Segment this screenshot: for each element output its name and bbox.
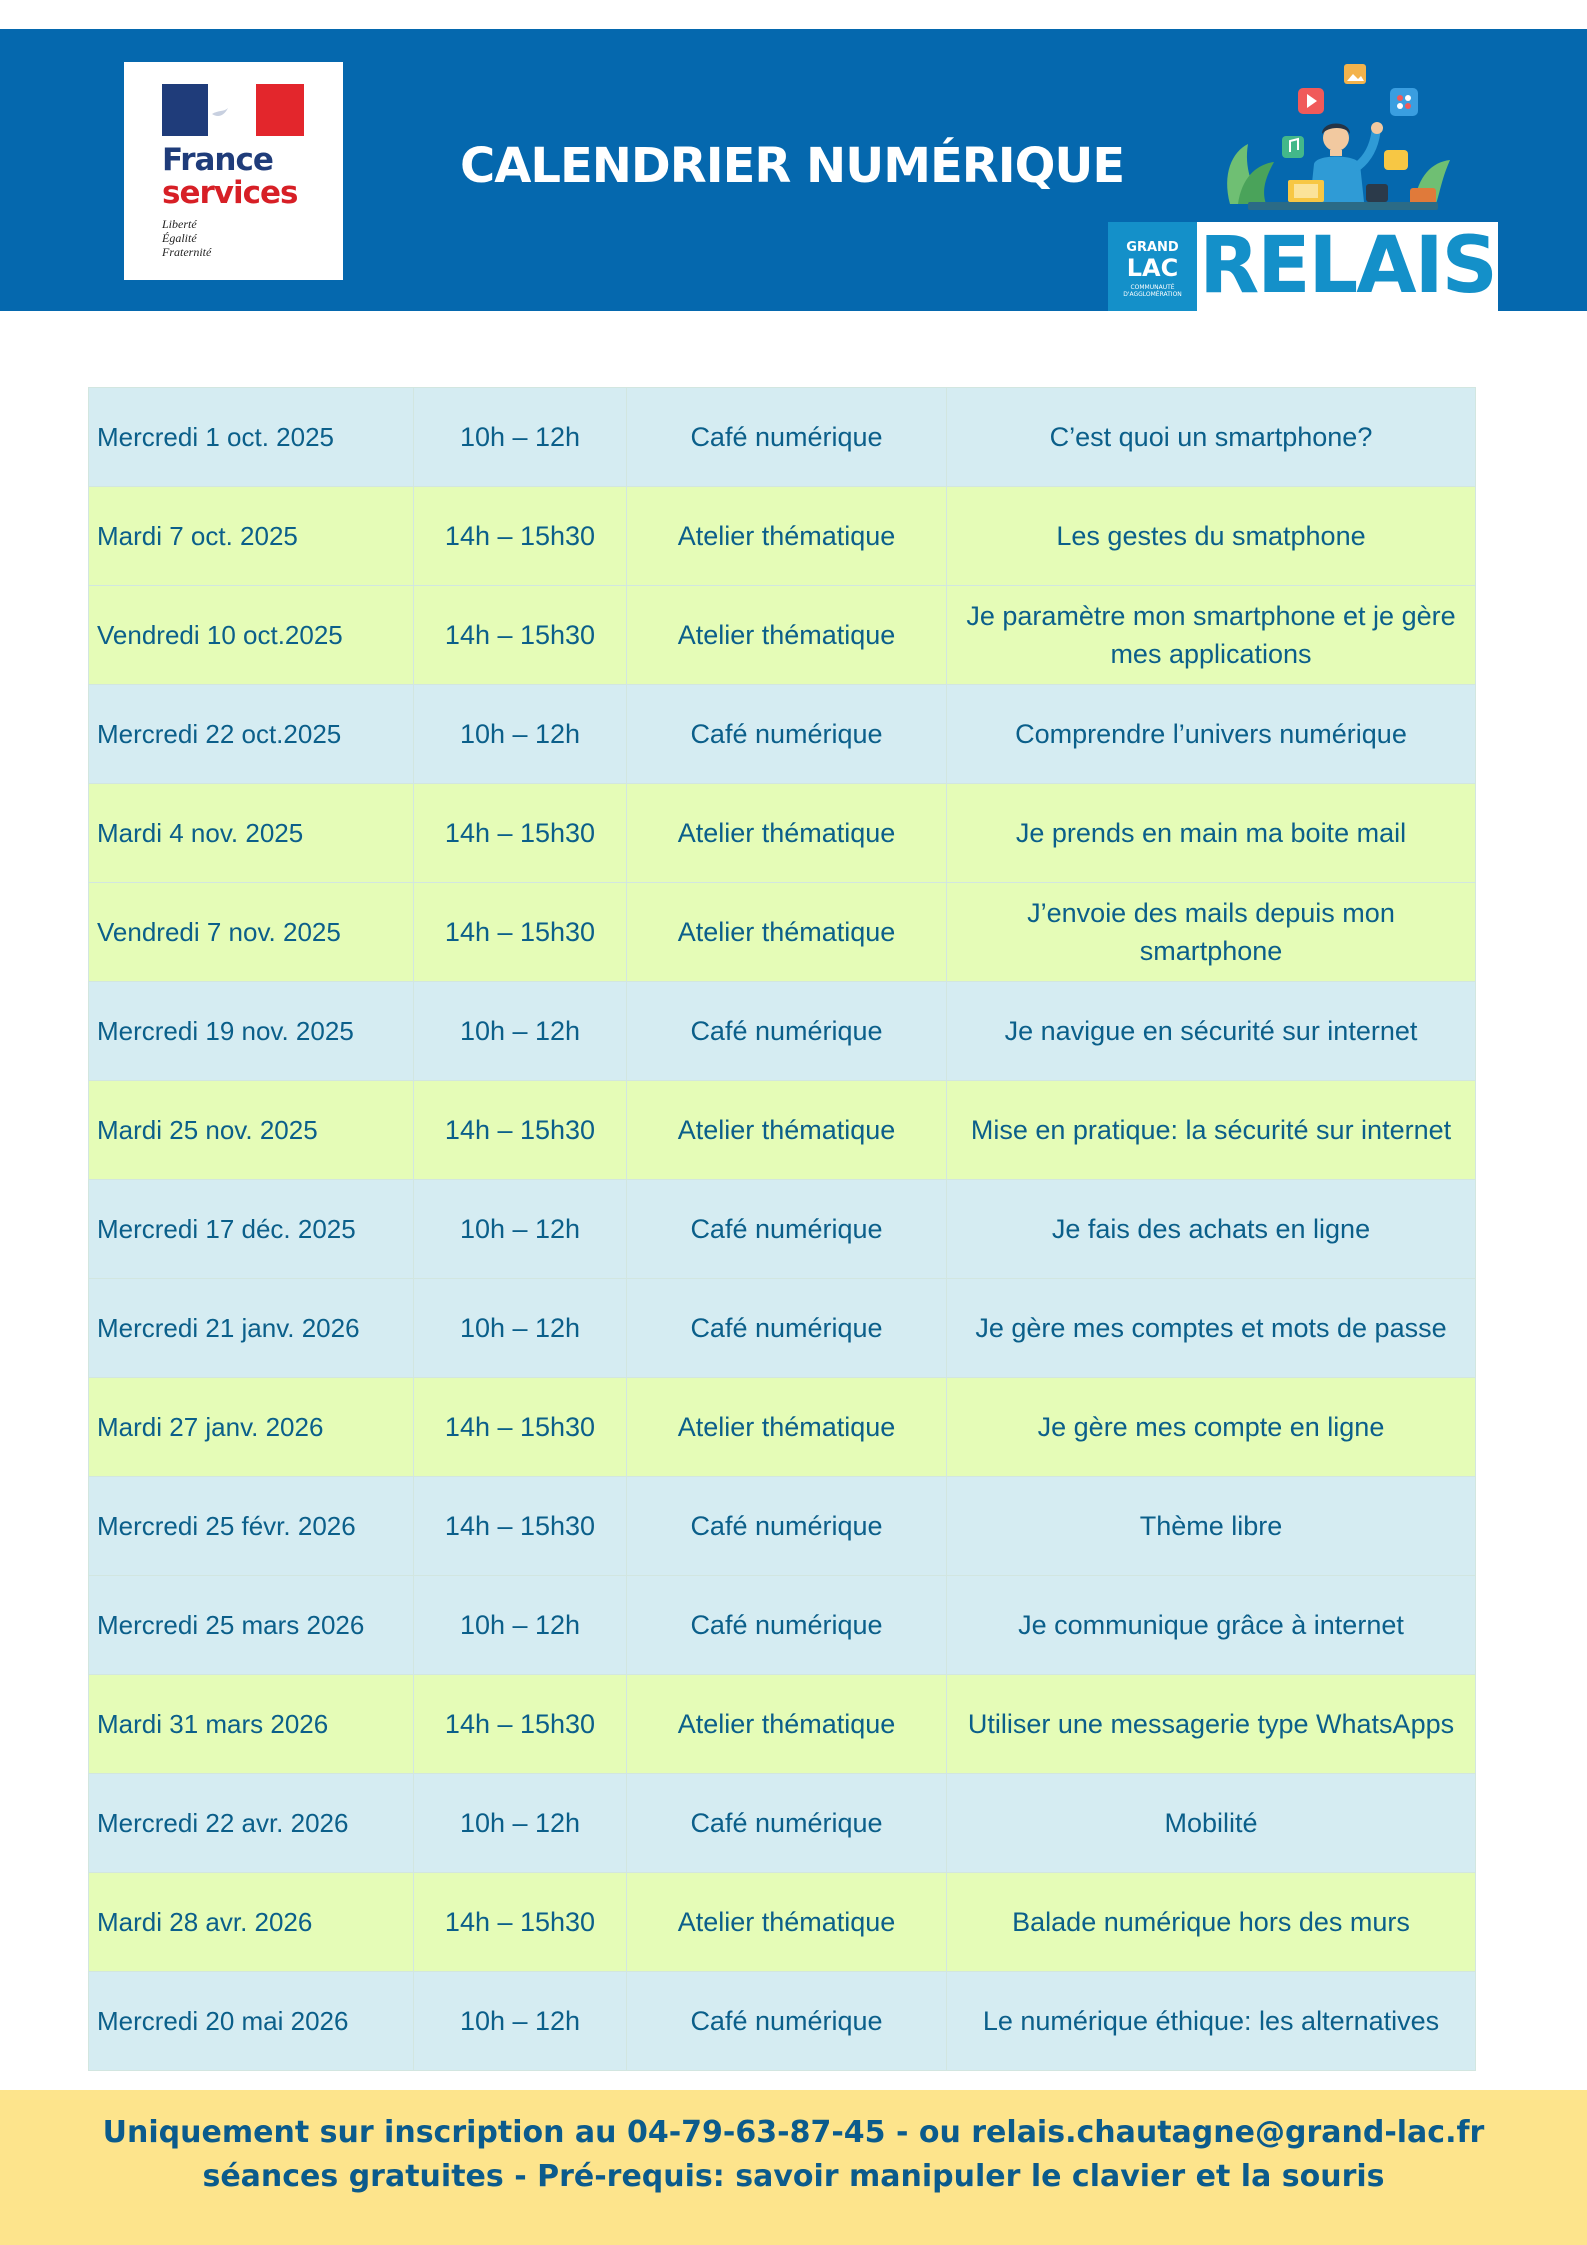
schedule-row (89, 586, 1476, 685)
session-date: Mercredi 17 déc. 2025 (89, 1180, 414, 1279)
session-date: Mercredi 25 févr. 2026 (89, 1477, 414, 1576)
session-type: Atelier thématique (627, 1081, 947, 1180)
session-topic: Je fais des achats en ligne (947, 1180, 1476, 1279)
session-type: Café numérique (627, 1972, 947, 2071)
france-services-logo (124, 62, 343, 280)
motto-egalite: Égalité (162, 231, 197, 245)
session-date: Mardi 27 janv. 2026 (89, 1378, 414, 1477)
grand-lac-line2: LAC (1126, 254, 1179, 282)
session-topic: Balade numérique hors des murs (947, 1873, 1476, 1972)
motto-liberte: Liberté (162, 217, 197, 231)
france-services-name-line2: services (162, 175, 298, 211)
session-date: Mercredi 20 mai 2026 (89, 1972, 414, 2071)
session-date: Mardi 25 nov. 2025 (89, 1081, 414, 1180)
session-date: Mardi 4 nov. 2025 (89, 784, 414, 883)
session-time: 10h – 12h (414, 1774, 627, 1873)
session-date: Mercredi 21 janv. 2026 (89, 1279, 414, 1378)
footer-band (0, 2090, 1587, 2245)
session-topic: Le numérique éthique: les alternatives (947, 1972, 1476, 2071)
session-time: 14h – 15h30 (414, 883, 627, 982)
grand-lac-mark (1108, 222, 1197, 311)
session-time: 14h – 15h30 (414, 784, 627, 883)
registration-info: Uniquement sur inscription au 04-79-63-87-45 - ou relais.chautagne@grand-lac.fr (102, 2115, 1485, 2150)
session-topic: Je gère mes compte en ligne (947, 1378, 1476, 1477)
session-type: Atelier thématique (627, 1873, 947, 1972)
schedule-row (89, 982, 1476, 1081)
grand-lac-line3: COMMUNAUTÉ D'AGGLOMÉRATION (1123, 284, 1182, 298)
schedule-row (89, 1378, 1476, 1477)
session-time: 14h – 15h30 (414, 1378, 627, 1477)
schedule-table (88, 387, 1476, 2071)
schedule-row (89, 1279, 1476, 1378)
session-time: 10h – 12h (414, 685, 627, 784)
session-topic: Les gestes du smatphone (947, 487, 1476, 586)
schedule-body (89, 388, 1476, 2071)
session-type: Café numérique (627, 1774, 947, 1873)
session-type: Atelier thématique (627, 1378, 947, 1477)
session-time: 14h – 15h30 (414, 586, 627, 685)
session-time: 14h – 15h30 (414, 1675, 627, 1774)
session-date: Mercredi 1 oct. 2025 (89, 388, 414, 487)
session-date: Mercredi 19 nov. 2025 (89, 982, 414, 1081)
session-date: Mercredi 22 avr. 2026 (89, 1774, 414, 1873)
grand-lac-relais-logo (1108, 222, 1498, 311)
schedule-row (89, 784, 1476, 883)
france-services-name-line1: France (162, 142, 273, 178)
session-time: 10h – 12h (414, 1180, 627, 1279)
schedule-row (89, 388, 1476, 487)
session-date: Mardi 31 mars 2026 (89, 1675, 414, 1774)
session-time: 10h – 12h (414, 388, 627, 487)
person-with-laptop-icon (1218, 64, 1458, 224)
session-time: 10h – 12h (414, 1576, 627, 1675)
session-type: Atelier thématique (627, 586, 947, 685)
session-topic: Utiliser une messagerie type WhatsApps (947, 1675, 1476, 1774)
session-type: Café numérique (627, 1477, 947, 1576)
schedule-row (89, 1180, 1476, 1279)
relais-word: RELAIS (1197, 222, 1498, 311)
session-type: Café numérique (627, 388, 947, 487)
schedule-row (89, 685, 1476, 784)
session-date: Vendredi 7 nov. 2025 (89, 883, 414, 982)
session-topic: Je paramètre mon smartphone et je gère mes applications (947, 586, 1476, 685)
session-date: Mercredi 25 mars 2026 (89, 1576, 414, 1675)
session-date: Mardi 7 oct. 2025 (89, 487, 414, 586)
schedule-row (89, 1774, 1476, 1873)
session-type: Atelier thématique (627, 784, 947, 883)
schedule-row (89, 883, 1476, 982)
session-topic: C’est quoi un smartphone? (947, 388, 1476, 487)
schedule-row (89, 1477, 1476, 1576)
schedule-row (89, 487, 1476, 586)
session-date: Vendredi 10 oct.2025 (89, 586, 414, 685)
session-type: Atelier thématique (627, 487, 947, 586)
schedule-row (89, 1576, 1476, 1675)
france-services-name (162, 144, 297, 210)
session-time: 14h – 15h30 (414, 487, 627, 586)
session-type: Café numérique (627, 1279, 947, 1378)
session-time: 10h – 12h (414, 1279, 627, 1378)
session-date: Mardi 28 avr. 2026 (89, 1873, 414, 1972)
session-topic: Je navigue en sécurité sur internet (947, 982, 1476, 1081)
session-type: Café numérique (627, 1180, 947, 1279)
session-topic: Mise en pratique: la sécurité sur internet (947, 1081, 1476, 1180)
session-type: Café numérique (627, 685, 947, 784)
schedule-row (89, 1081, 1476, 1180)
session-topic: Thème libre (947, 1477, 1476, 1576)
motto-fraternite: Fraternité (162, 245, 212, 259)
session-type: Atelier thématique (627, 883, 947, 982)
session-time: 14h – 15h30 (414, 1081, 627, 1180)
session-type: Atelier thématique (627, 1675, 947, 1774)
session-type: Café numérique (627, 982, 947, 1081)
session-time: 14h – 15h30 (414, 1477, 627, 1576)
schedule-row (89, 1873, 1476, 1972)
marianne-flag-icon (162, 84, 304, 136)
session-topic: Mobilité (947, 1774, 1476, 1873)
session-topic: Je prends en main ma boite mail (947, 784, 1476, 883)
grand-lac-line1: GRAND (1126, 240, 1179, 255)
session-date: Mercredi 22 oct.2025 (89, 685, 414, 784)
prerequisites-info: séances gratuites - Pré-requis: savoir manipuler le clavier et la souris (202, 2159, 1385, 2194)
republic-motto (162, 217, 211, 259)
session-topic: Je gère mes comptes et mots de passe (947, 1279, 1476, 1378)
session-topic: J’envoie des mails depuis mon smartphone (947, 883, 1476, 982)
schedule-row (89, 1972, 1476, 2071)
session-time: 10h – 12h (414, 982, 627, 1081)
schedule-row (89, 1675, 1476, 1774)
session-time: 14h – 15h30 (414, 1873, 627, 1972)
session-time: 10h – 12h (414, 1972, 627, 2071)
session-type: Café numérique (627, 1576, 947, 1675)
page-title: CALENDRIER NUMÉRIQUE (460, 138, 1125, 194)
session-topic: Comprendre l’univers numérique (947, 685, 1476, 784)
session-topic: Je communique grâce à internet (947, 1576, 1476, 1675)
